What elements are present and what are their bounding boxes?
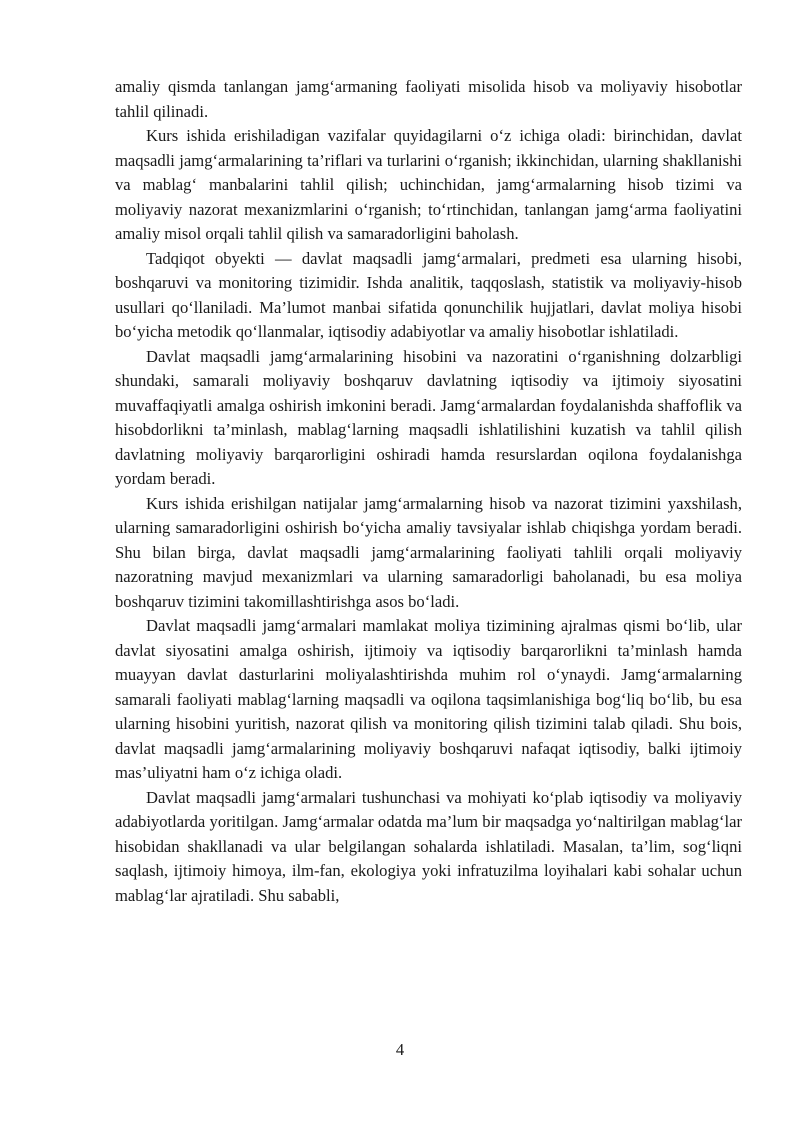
paragraph-4: Davlat maqsadli jamg‘armalarining hisobini va nazoratini o‘rganishning dolzarbligi shundaki, samarali moliyaviy boshqaruv davlatning iqtisodiy va ijtimoiy siyosatini muvaffaqiyatli amalga oshirish imkonini beradi. Jamg‘armalardan foydalanishda shaffoflik va hisobdorlikni ta’minlash, mablag‘larning maqsadli ishlatilishini kuzatish va tahlil qilish davlatning moliyaviy barqarorligini oshiradi hamda resurslardan oqilona foydalanishga yordam beradi. [115,346,742,488]
document-body [115,75,742,908]
paragraph-1: amaliy qismda tanlangan jamg‘armaning faoliyati misolida hisob va moliyaviy hisobotlar tahlil qilinadi. [115,77,742,121]
paragraph-6: Davlat maqsadli jamg‘armalari mamlakat moliya tizimining ajralmas qismi bo‘lib, ular davlat siyosatini amalga oshirish, ijtimoiy va iqtisodiy barqarorlikni ta’minlash hamda muayyan davlat dasturlarini moliyalashtirishda muhim rol o‘ynaydi. Jamg‘armalarning samarali faoliyati mablag‘larning maqsadli va oqilona taqsimlanishiga bog‘liq bo‘lib, bu esa ularning hisobini yuritish, nazorat qilish va monitoring qilish tizimini talab qiladi. Shu bois, davlat maqsadli jamg‘armalarining moliyaviy boshqaruvi nafaqat iqtisodiy, balki ijtimoiy mas’uliyatni ham o‘z ichiga oladi. [115,616,742,782]
page-number: 4 [395,1040,405,1059]
paragraph-2: Kurs ishida erishiladigan vazifalar quyidagilarni o‘z ichiga oladi: birinchidan, davlat maqsadli jamg‘armalarining ta’riflari va turlarini o‘rganish; ikkinchidan, ularning shakllanishi va mablag‘ manbalarini tahlil qilish; uchinchidan, jamg‘armalarning hisob tizimi va moliyaviy nazorat mexanizmlarini o‘rganish; to‘rtinchidan, tanlangan jamg‘arma faoliyatini amaliy misol orqali tahlil qilish va samaradorligini baholash. [115,126,742,243]
paragraph-5: Kurs ishida erishilgan natijalar jamg‘armalarning hisob va nazorat tizimini yaxshilash, ularning samaradorligini oshirish bo‘yicha amaliy tavsiyalar ishlab chiqishga yordam beradi. Shu bilan birga, davlat maqsadli jamg‘armalarining faoliyati tahlili orqali moliyaviy nazoratning mavjud mexanizmlari va ularning samaradorligi baholanadi, bu esa moliya boshqaruv tizimini takomillashtirishga asos bo‘ladi. [115,493,742,611]
paragraph-7: Davlat maqsadli jamg‘armalari tushunchasi va mohiyati ko‘plab iqtisodiy va moliyaviy adabiyotlarda yoritilgan. Jamg‘armalar odatda ma’lum bir maqsadga yo‘naltirilgan mablag‘lar hisobidan shakllanadi va ular belgilangan sohalarda ishlatiladi. Masalan, ta’lim, sog‘liqni saqlash, ijtimoiy himoya, ilm-fan, ekologiya yoki infratuzilma loyihalari kabi sohalar uchun mablag‘lar ajratiladi. Shu sababli, [115,787,742,905]
paragraph-3: Tadqiqot obyekti — davlat maqsadli jamg‘armalari, predmeti esa ularning hisobi, boshqaruvi va monitoring tizimidir. Ishda analitik, taqqoslash, statistik va moliyaviy-hisob usullari qo‘llaniladi. Ma’lumot manbai sifatida qonunchilik hujjatlari, davlat moliya hisobi bo‘yicha metodik qo‘llanmalar, iqtisodiy adabiyotlar va amaliy hisobotlar ishlatiladi. [115,248,742,341]
